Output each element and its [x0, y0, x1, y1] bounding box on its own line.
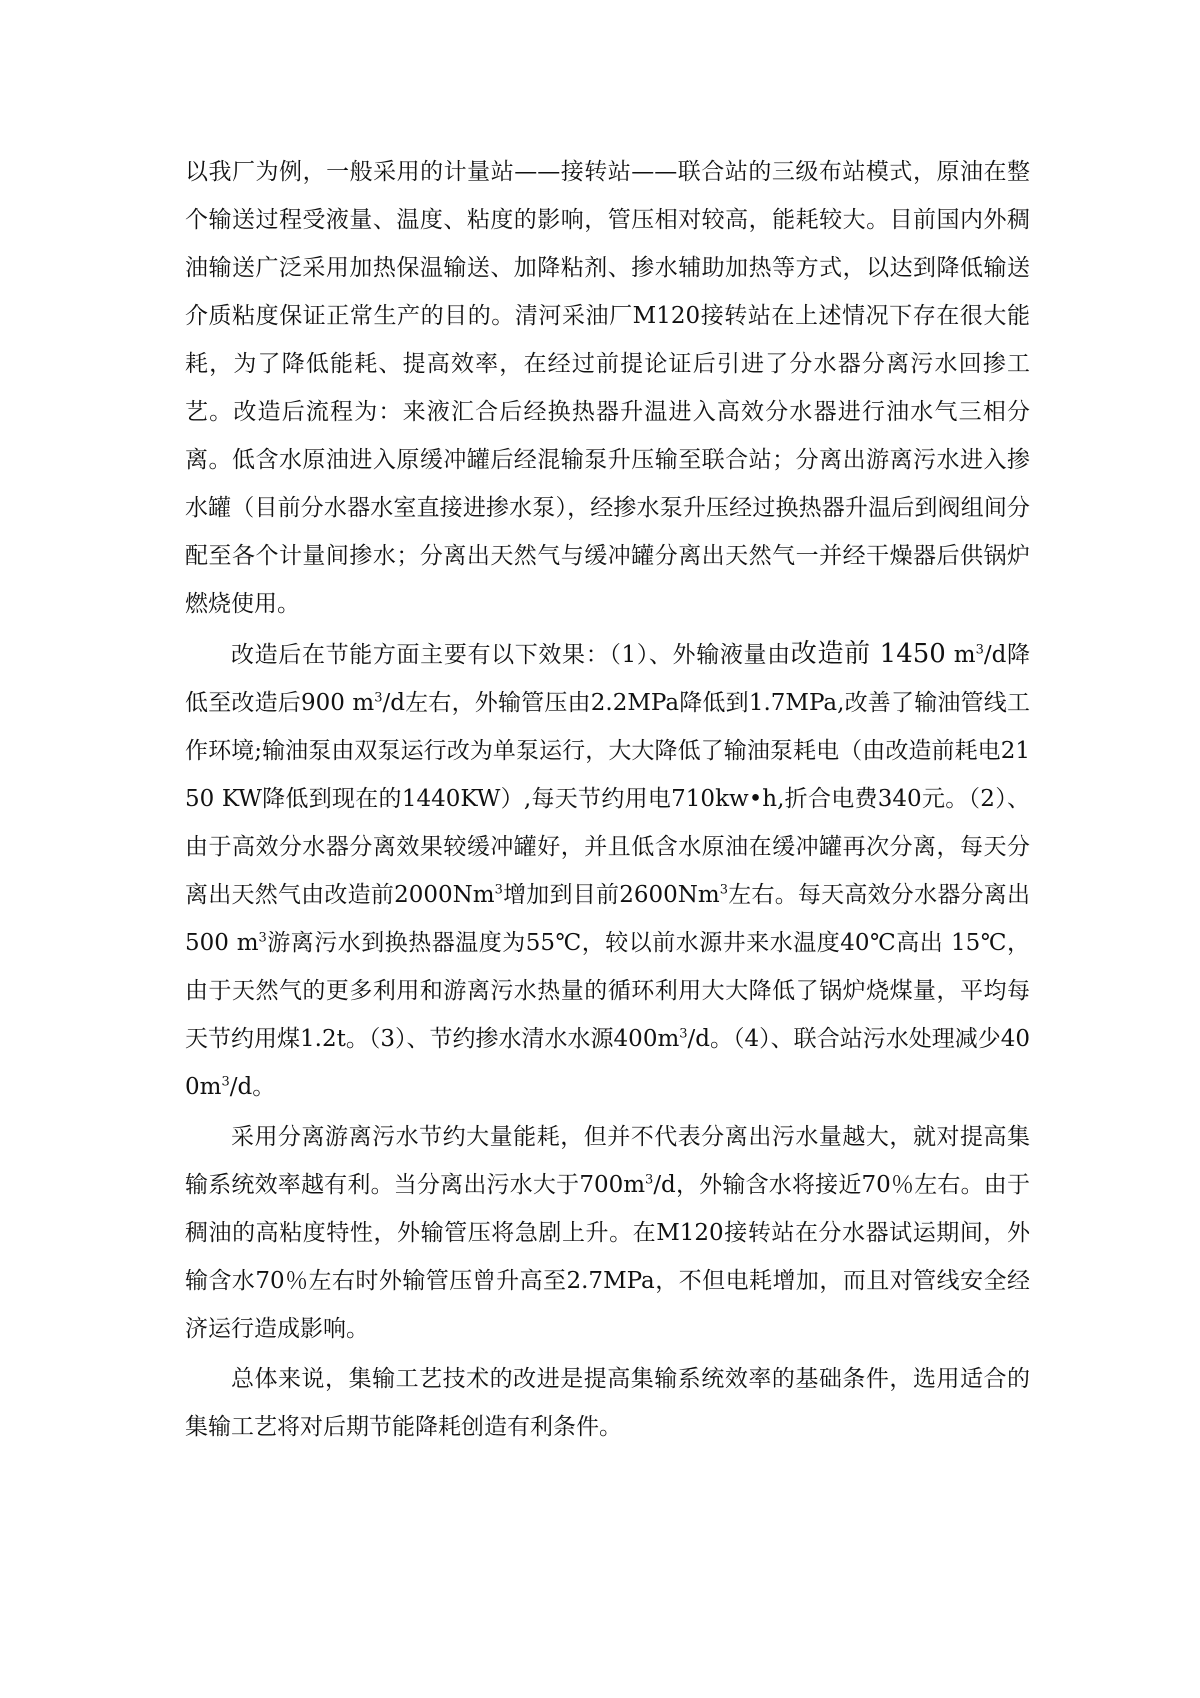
- superscript: 3: [494, 882, 503, 898]
- text-segment: /d左右，外输管压由2.2MPa降低到1.7MPa,改善了输油管线工作环境;输油泵由双泵运行改为单泵运行，大大降低了输油泵耗电（由改造前耗电2150 KW降低到现在的1440KW）,每天节约用电710kw•h,折合电费340元。（2）、由于高效分水器分离效果较缓冲罐好，并且低含水原油在缓冲罐再次分离，每天分离出天然气由改造前2000Nm: [185, 690, 1030, 908]
- text-segment-emphasis: 改造前 1450: [790, 639, 946, 669]
- paragraph-water-separation-limit: [185, 1113, 1030, 1353]
- text-segment: 左右。每天高效分水器分离出500 m: [185, 882, 1031, 956]
- paragraph-layout-overview: 以我厂为例，一般采用的计量站——接转站——联合站的三级布站模式，原油在整个输送过程受液量、温度、粘度的影响，管压相对较高，能耗较大。目前国内外稠油输送广泛采用加热保温输送、加降粘剂、掺水辅助加热等方式，以达到降低输送介质粘度保证正常生产的目的。清河采油厂M120接转站在上述情况下存在很大能耗，为了降低能耗、提高效率，在经过前提论证后引进了分水器分离污水回掺工艺。改造后流程为：来液汇合后经换热器升温进入高效分水器进行油水气三相分离。低含水原油进入原缓冲罐后经混输泵升压输至联合站；分离出游离污水进入掺水罐（目前分水器水室直接进掺水泵），经掺水泵升压经过换热器升温后到阀组间分配至各个计量间掺水；分离出天然气与缓冲罐分离出天然气一并经干燥器后供锅炉燃烧使用。: [185, 159, 1030, 617]
- superscript: 3: [258, 930, 267, 946]
- text-segment: 游离污水到换热器温度为55℃，较以前水源井来水温度40℃高出 15℃，由于天然气的更多利用和游离污水热量的循环利用大大降低了锅炉烧煤量，平均每天节约用煤1.2t。（3）、节约掺水清水水源400m: [185, 930, 1030, 1052]
- paragraph-energy-saving-effects: [185, 630, 1030, 1111]
- text-segment: /d。（4）、联合站污水处理减少400m: [185, 1026, 1030, 1100]
- superscript: 3: [975, 642, 984, 658]
- text-segment: /d降低至改造后900 m: [185, 642, 1031, 716]
- document-body: [185, 148, 1030, 1453]
- superscript: 3: [221, 1074, 230, 1090]
- superscript: 3: [645, 1172, 654, 1188]
- text-segment: /d。: [229, 1074, 276, 1100]
- text-segment: 增加到目前2600Nm: [502, 882, 720, 908]
- superscript: 3: [719, 882, 728, 898]
- text-segment: 采用分离游离污水节约大量能耗，但并不代表分离出污水量越大，就对提高集输系统效率越有利。当分离出污水大于700m: [185, 1124, 1030, 1198]
- text-segment: m: [945, 642, 976, 668]
- superscript: 3: [374, 690, 383, 706]
- paragraph-conclusion: 总体来说，集输工艺技术的改进是提高集输系统效率的基础条件，选用适合的集输工艺将对后期节能降耗创造有利条件。: [185, 1366, 1030, 1440]
- text-segment: 改造后在节能方面主要有以下效果：（1）、外输液量由: [231, 642, 791, 668]
- superscript: 3: [679, 1026, 688, 1042]
- text-segment: /d，外输含水将接近70％左右。由于稠油的高粘度特性，外输管压将急剧上升。在M120接转站在分水器试运期间，外输含水70％左右时外输管压曾升高至2.7MPa，不但电耗增加，而且对管线安全经济运行造成影响。: [185, 1172, 1030, 1342]
